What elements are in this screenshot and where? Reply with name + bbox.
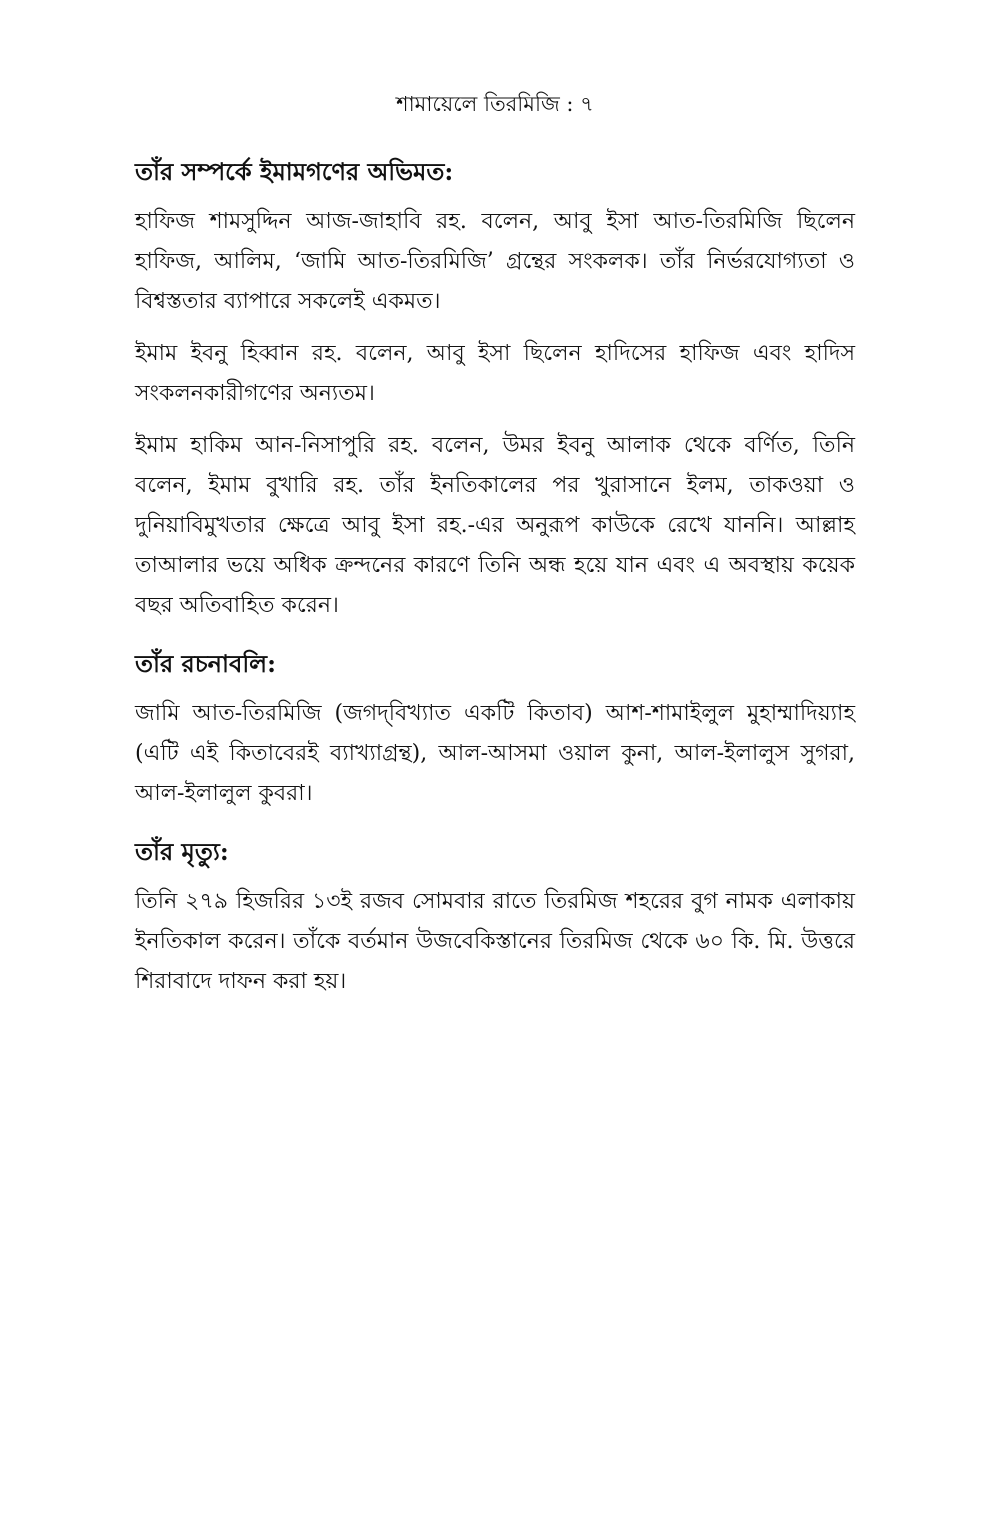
paragraph-works: জামি আত-তিরমিজি (জগদ্‌বিখ্যাত একটি কিতাব) আশ-শামাইলুল মুহাম্মাদিয়্যাহ (এটি এই কিতাবেরই ব্যাখ্যাগ্রন্থ), আল-আসমা ওয়াল কুনা, আল-ইলালুস সুগরা, আল-ইলালুল কুবরা। bbox=[135, 701, 855, 806]
heading-scholars-opinion: তাঁর সম্পর্কে ইমামগণের অভিমত: bbox=[135, 157, 454, 186]
heading-works: তাঁর রচনাবলি: bbox=[135, 649, 276, 678]
paragraph-ibn-hibban: ইমাম ইবনু হিব্বান রহ. বলেন, আবু ইসা ছিলেন হাদিসের হাফিজ এবং হাদিস সংকলনকারীগণের অন্যতম। bbox=[135, 341, 855, 406]
page-body bbox=[135, 152, 855, 1014]
running-header: শামায়েলে তিরমিজি : ৭ bbox=[396, 92, 594, 116]
paragraph-death: তিনি ২৭৯ হিজরির ১৩ই রজব সোমবার রাতে তিরমিজ শহরের বুগ নামক এলাকায় ইনতিকাল করেন। তাঁকে বর্তমান উজবেকিস্তানের তিরমিজ থেকে ৬০ কি. মি. উত্তরে শিরাবাদে দাফন করা হয়। bbox=[135, 889, 855, 994]
heading-death: তাঁর মৃত্যু: bbox=[135, 837, 229, 866]
paragraph-dhahabi: হাফিজ শামসুদ্দিন আজ-জাহাবি রহ. বলেন, আবু ইসা আত-তিরমিজি ছিলেন হাফিজ, আলিম, ‘জামি আত-তিরমিজি’ গ্রন্থের সংকলক। তাঁর নির্ভরযোগ্যতা ও বিশ্বস্ততার ব্যাপারে সকলেই একমত। bbox=[135, 209, 855, 314]
paragraph-hakim: ইমাম হাকিম আন-নিসাপুরি রহ. বলেন, উমর ইবনু আলাক থেকে বর্ণিত, তিনি বলেন, ইমাম বুখারি রহ. তাঁর ইনতিকালের পর খুরাসানে ইলম, তাকওয়া ও দুনিয়াবিমুখতার ক্ষেত্রে আবু ইসা রহ.-এর অনুরূপ কাউকে রেখে যাননি। আল্লাহ তাআলার ভয়ে অধিক ক্রন্দনের কারণে তিনি অন্ধ হয়ে যান এবং এ অবস্থায় কয়েক বছর অতিবাহিত করেন। bbox=[135, 433, 855, 618]
